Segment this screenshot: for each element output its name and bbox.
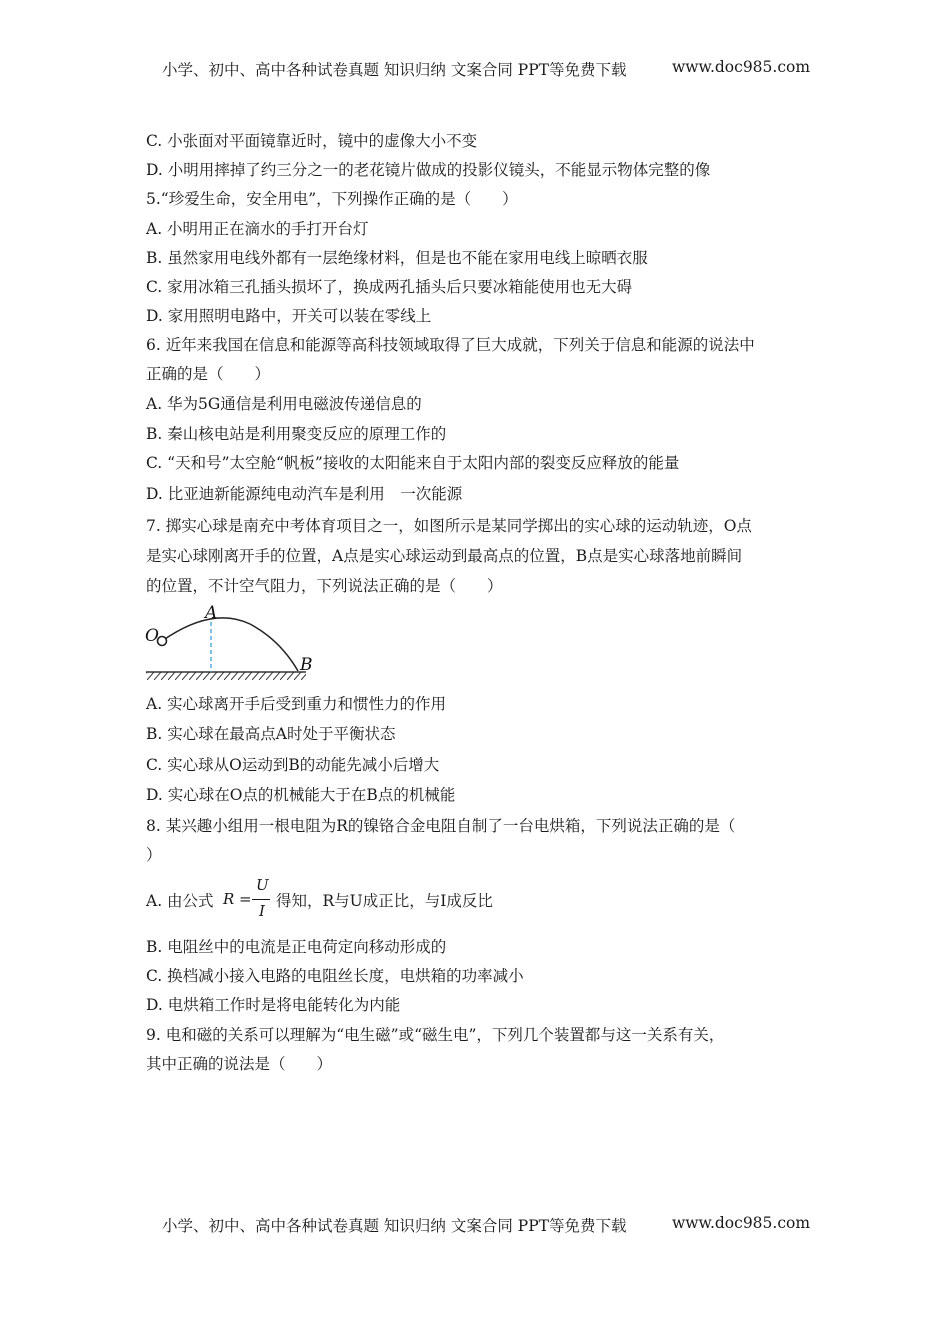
formula-r-equals-u-over-i (223, 876, 273, 922)
q7-stem-line1: 7. 掷实心球是南充中考体育项目之一，如图所示是某同学掷出的实心球的运动轨迹，O点 (146, 517, 752, 535)
q5-option-b: B. 虽然家用电线外都有一层绝缘材料，但是也不能在家用电线上晾晒衣服 (146, 249, 648, 267)
q9-stem-line2: 其中正确的说法是（ ） (146, 1055, 333, 1073)
q8-stem-line1: 8. 某兴趣小组用一根电阻为R的镍铬合金电阻自制了一台电烘箱，下列说法正确的是（ (146, 817, 736, 835)
q8-option-a-suffix: 得知，R与U成正比，与I成反比 (276, 892, 493, 910)
q8-option-d: D. 电烘箱工作时是将电能转化为内能 (146, 996, 401, 1014)
q5-option-c: C. 家用冰箱三孔插头损坏了，换成两孔插头后只要冰箱能使用也无大碍 (146, 278, 633, 296)
q7-option-d: D. 实心球在O点的机械能大于在B点的机械能 (146, 786, 456, 804)
q6-option-d: D. 比亚迪新能源纯电动汽车是利用 一次能源 (146, 485, 463, 503)
footer-left-text: 小学、初中、高中各种试卷真题 知识归纳 文案合同 PPT等免费下载 (162, 1217, 627, 1235)
q6-stem-line1: 6. 近年来我国在信息和能源等高科技领域取得了巨大成就，下列关于信息和能源的说法中 (146, 336, 755, 354)
label-o: O (145, 626, 159, 646)
q8-option-c: C. 换档减小接入电路的电阻丝长度，电烘箱的功率减小 (146, 967, 524, 985)
q5-option-d: D. 家用照明电路中，开关可以装在零线上 (146, 307, 432, 325)
q7-option-b: B. 实心球在最高点A时处于平衡状态 (146, 725, 396, 743)
q6-option-a: A. 华为5G通信是利用电磁波传递信息的 (146, 395, 422, 413)
q6-stem-line2: 正确的是（ ） (146, 365, 271, 383)
header-url[interactable]: www.doc985.com (672, 58, 811, 76)
q7-stem-line2: 是实心球刚离开手的位置，A点是实心球运动到最高点的位置，B点是实心球落地前瞬间 (146, 547, 743, 565)
label-a: A (205, 603, 218, 623)
formula-lhs: R = (223, 890, 252, 908)
footer-url[interactable]: www.doc985.com (672, 1214, 811, 1232)
q6-option-c: C. “天和号”太空舱“帆板”接收的太阳能来自于太阳内部的裂变反应释放的能量 (146, 454, 680, 472)
label-b: B (300, 655, 313, 675)
q4-option-d: D. 小明用摔掉了约三分之一的老花镜片做成的投影仪镜头，不能显示物体完整的像 (146, 161, 711, 179)
q7-option-a: A. 实心球离开手后受到重力和惯性力的作用 (146, 695, 447, 713)
formula-numerator: U (256, 876, 269, 894)
fraction-bar (252, 899, 270, 900)
q6-option-b: B. 秦山核电站是利用聚变反应的原理工作的 (146, 425, 447, 443)
q9-stem-line1: 9. 电和磁的关系可以理解为“电生磁”或“磁生电”，下列几个装置都与这一关系有关， (146, 1026, 725, 1044)
q8-option-b: B. 电阻丝中的电流是正电荷定向移动形成的 (146, 938, 447, 956)
q8-option-a-prefix: A. 由公式 (146, 892, 214, 910)
q7-stem-line3: 的位置，不计空气阻力，下列说法正确的是（ ） (146, 577, 503, 595)
trajectory-curve (162, 618, 298, 671)
q5-option-a: A. 小明用正在滴水的手打开台灯 (146, 220, 369, 238)
header-left-text: 小学、初中、高中各种试卷真题 知识归纳 文案合同 PPT等免费下载 (162, 61, 627, 79)
trajectory-figure (140, 600, 320, 682)
q5-stem: 5.“珍爱生命，安全用电”，下列操作正确的是（ ） (146, 190, 518, 208)
q4-option-c: C. 小张面对平面镜靠近时，镜中的虚像大小不变 (146, 132, 478, 150)
q8-stem-line2: ） (146, 846, 162, 864)
ground-hatch (146, 672, 306, 680)
formula-denominator: I (259, 902, 265, 920)
q7-option-c: C. 实心球从O运动到B的动能先减小后增大 (146, 756, 440, 774)
